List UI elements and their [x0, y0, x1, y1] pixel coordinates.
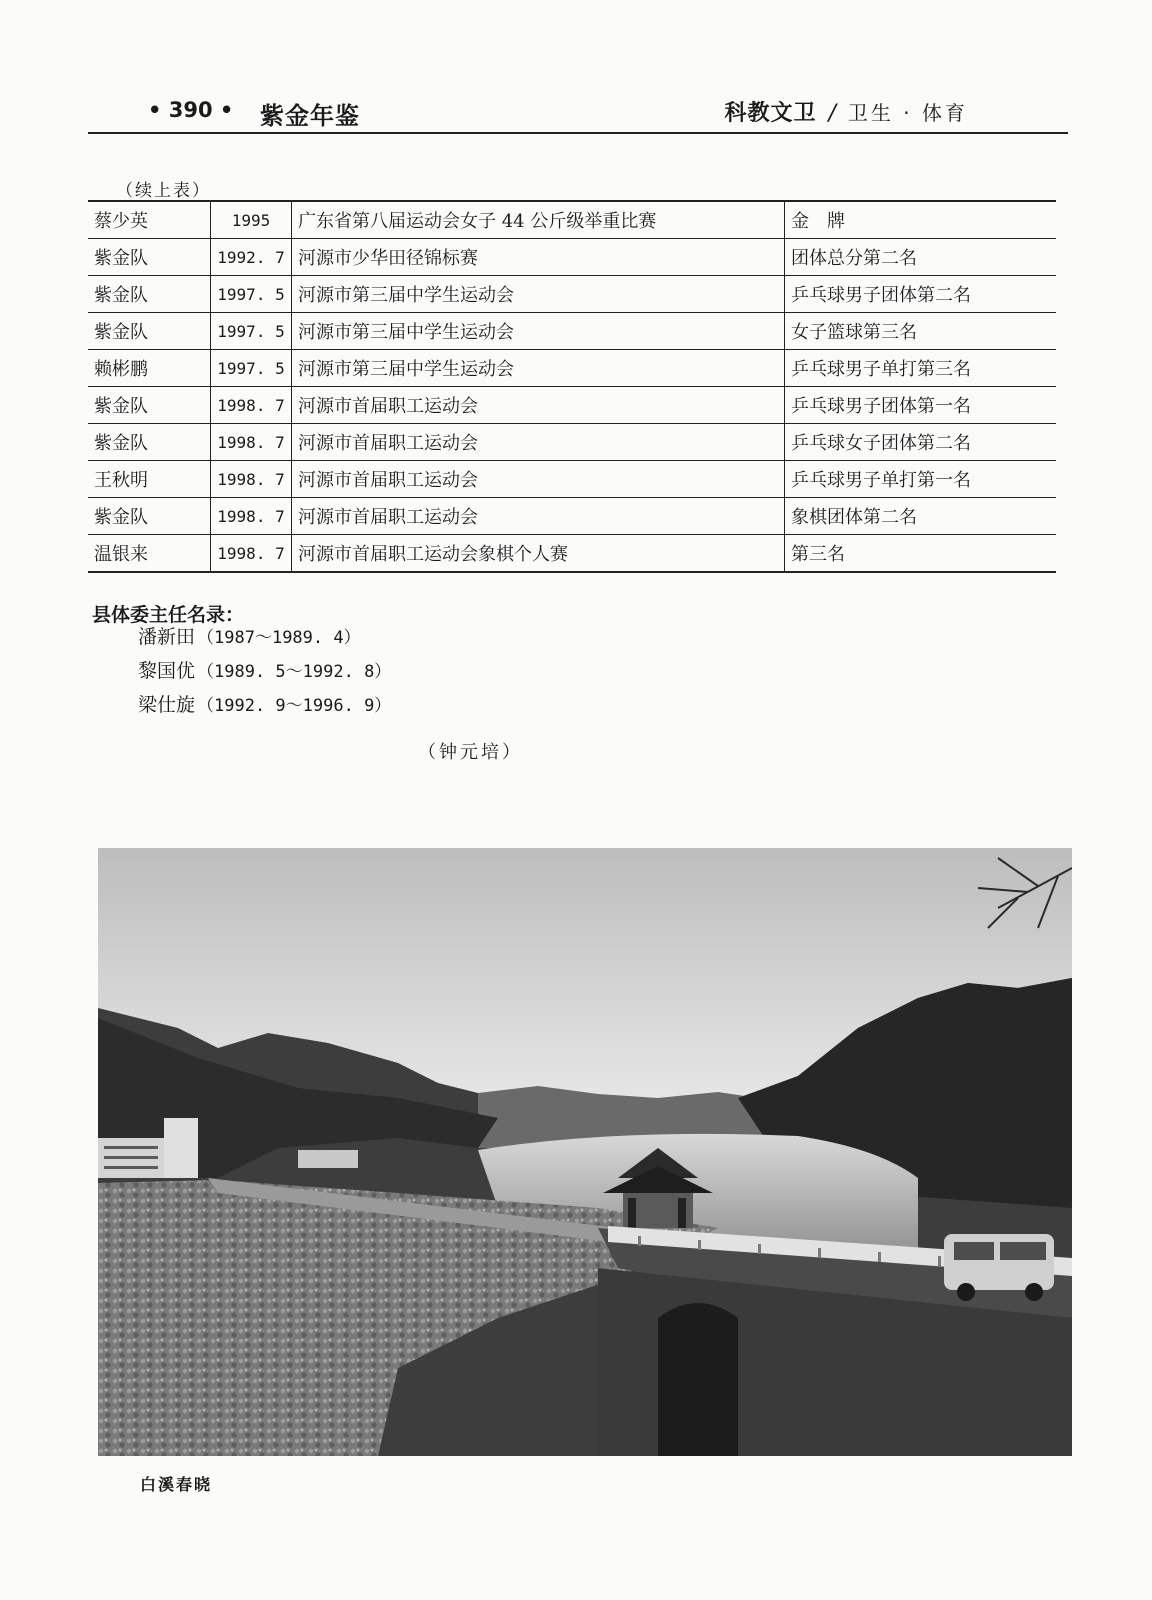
director-name: 梁仕旋 — [138, 694, 196, 716]
section-separator: / — [828, 101, 836, 126]
award-name: 蔡少英 — [88, 201, 211, 239]
award-year: 1998. 7 — [211, 424, 292, 461]
award-event: 河源市少华田径锦标赛 — [292, 239, 785, 276]
table-row — [88, 350, 1056, 387]
photo-caption: 白溪春晓 — [140, 1475, 213, 1494]
award-name: 紫金队 — [88, 498, 211, 535]
award-result: 乒乓球女子团体第二名 — [785, 424, 1057, 461]
award-year: 1998. 7 — [211, 387, 292, 424]
table-row — [88, 535, 1056, 573]
award-result: 第三名 — [785, 535, 1057, 573]
awards-table — [88, 200, 1056, 573]
award-name: 王秋明 — [88, 461, 211, 498]
table-row — [88, 201, 1056, 239]
director-entry — [138, 622, 361, 649]
award-name: 赖彬鹏 — [88, 350, 211, 387]
page-number: • 390 • — [148, 98, 234, 122]
award-event: 河源市首届职工运动会 — [292, 387, 785, 424]
award-event: 河源市首届职工运动会 — [292, 424, 785, 461]
book-title: 紫金年鉴 — [260, 102, 360, 130]
table-row — [88, 239, 1056, 276]
director-entry — [138, 690, 391, 717]
award-event: 河源市首届职工运动会 — [292, 461, 785, 498]
section-main: 科教文卫 — [724, 101, 817, 126]
directors-heading: 县体委主任名录： — [92, 604, 245, 626]
award-year: 1998. 7 — [211, 461, 292, 498]
award-event: 河源市首届职工运动会 — [292, 498, 785, 535]
director-name: 黎国优 — [138, 660, 196, 682]
award-year: 1997. 5 — [211, 313, 292, 350]
award-result: 乒乓球男子单打第一名 — [785, 461, 1057, 498]
table-continuation-note: （续上表） — [116, 181, 211, 201]
award-year: 1998. 7 — [211, 498, 292, 535]
table-row — [88, 313, 1056, 350]
page-header — [88, 92, 1068, 134]
author-credit: （钟元培） — [418, 742, 523, 763]
award-name: 紫金队 — [88, 276, 211, 313]
award-year: 1998. 7 — [211, 535, 292, 573]
award-year: 1997. 5 — [211, 276, 292, 313]
award-result: 团体总分第二名 — [785, 239, 1057, 276]
award-name: 温银来 — [88, 535, 211, 573]
award-name: 紫金队 — [88, 424, 211, 461]
award-event: 河源市第三届中学生运动会 — [292, 350, 785, 387]
award-name: 紫金队 — [88, 313, 211, 350]
award-result: 乒乓球男子团体第二名 — [785, 276, 1057, 313]
table-row — [88, 387, 1056, 424]
award-result: 金 牌 — [785, 201, 1057, 239]
award-year: 1992. 7 — [211, 239, 292, 276]
award-event: 河源市第三届中学生运动会 — [292, 313, 785, 350]
director-entry — [138, 656, 391, 683]
table-row — [88, 276, 1056, 313]
director-period: （1992. 9～1996. 9） — [197, 696, 392, 716]
award-event: 广东省第八届运动会女子 44 公斤级举重比赛 — [292, 201, 785, 239]
award-result: 象棋团体第二名 — [785, 498, 1057, 535]
section-sub: 卫生 · 体育 — [847, 101, 968, 125]
table-row — [88, 498, 1056, 535]
landscape-photo — [98, 848, 1072, 1456]
director-name: 潘新田 — [138, 626, 196, 648]
award-year: 1997. 5 — [211, 350, 292, 387]
award-name: 紫金队 — [88, 387, 211, 424]
award-result: 乒乓球男子团体第一名 — [785, 387, 1057, 424]
award-name: 紫金队 — [88, 239, 211, 276]
award-event: 河源市第三届中学生运动会 — [292, 276, 785, 313]
table-row — [88, 461, 1056, 498]
director-period: （1987～1989. 4） — [197, 628, 361, 648]
award-result: 女子篮球第三名 — [785, 313, 1057, 350]
award-event: 河源市首届职工运动会象棋个人赛 — [292, 535, 785, 573]
director-period: （1989. 5～1992. 8） — [197, 662, 392, 682]
award-result: 乒乓球男子单打第三名 — [785, 350, 1057, 387]
table-row — [88, 424, 1056, 461]
award-year: 1995 — [211, 201, 292, 239]
section-title — [724, 96, 968, 127]
